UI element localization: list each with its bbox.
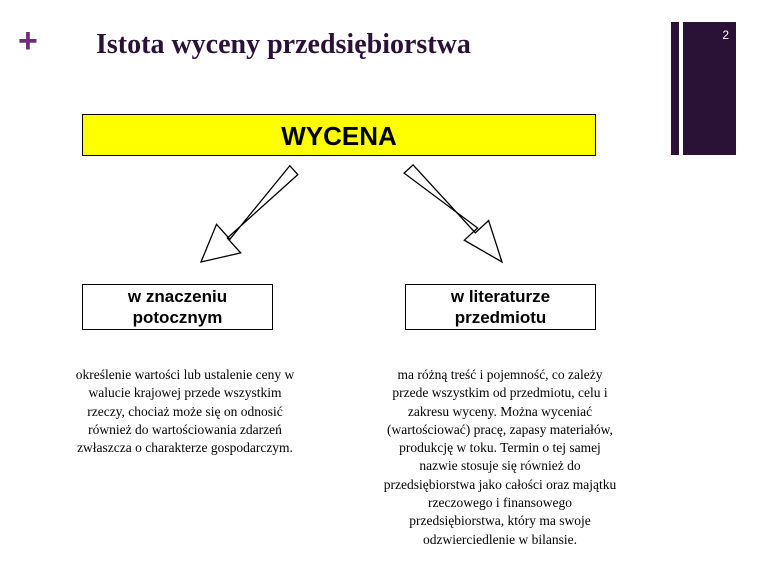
left-description	[52, 366, 318, 457]
arrow-right	[404, 165, 502, 262]
left-text-line: rzeczy, chociaż może się on odnosić	[87, 403, 283, 419]
plus-icon: +	[18, 22, 38, 60]
root-box-wycena: WYCENA	[82, 114, 596, 156]
right-text-line: produkcję w toku. Termin o tej samej	[399, 440, 601, 456]
left-text-line: określenie wartości lub ustalenie ceny w	[75, 367, 295, 382]
box-w-literaturze-przedmiotu	[405, 284, 596, 330]
right-text-line: odzwierciedlenie w bilansie.	[422, 531, 578, 547]
right-text-line: nazwie stosuje się również do	[419, 458, 581, 474]
arrow-left	[201, 166, 298, 262]
box-right-line: przedmiotu	[454, 308, 547, 327]
right-description	[360, 366, 640, 549]
right-text-line: przedsiębiorstwa, który ma swoje	[409, 513, 591, 529]
right-text-line: zakresu wyceny. Można wyceniać	[407, 403, 593, 419]
left-text-line: również do wartościowania zdarzeń	[88, 421, 282, 437]
box-right-line: w literaturze	[450, 287, 551, 306]
right-text-line: rzeczowego i finansowego	[428, 495, 572, 511]
slide-title: Istota wyceny przedsiębiorstwa	[96, 29, 471, 60]
right-text-line: przede wszystkim od przedmiotu, celu i	[392, 385, 608, 401]
box-left-line: potocznym	[132, 308, 223, 327]
right-text-line: (wartościować) pracę, zapasy materiałów,	[387, 421, 613, 437]
right-text-line: przedsiębiorstwa jako całości oraz majątku	[383, 476, 617, 492]
box-w-znaczeniu-potocznym	[82, 284, 273, 330]
left-text-line: walucie krajowej przede wszystkim	[88, 385, 282, 401]
right-text-line: ma różną treść i pojemność, co zależy	[397, 367, 603, 382]
box-left-line: w znaczeniu	[127, 287, 228, 306]
left-text-line: zwłaszcza o charakterze gospodarczym.	[77, 440, 293, 456]
slide-number: 2	[722, 28, 729, 42]
